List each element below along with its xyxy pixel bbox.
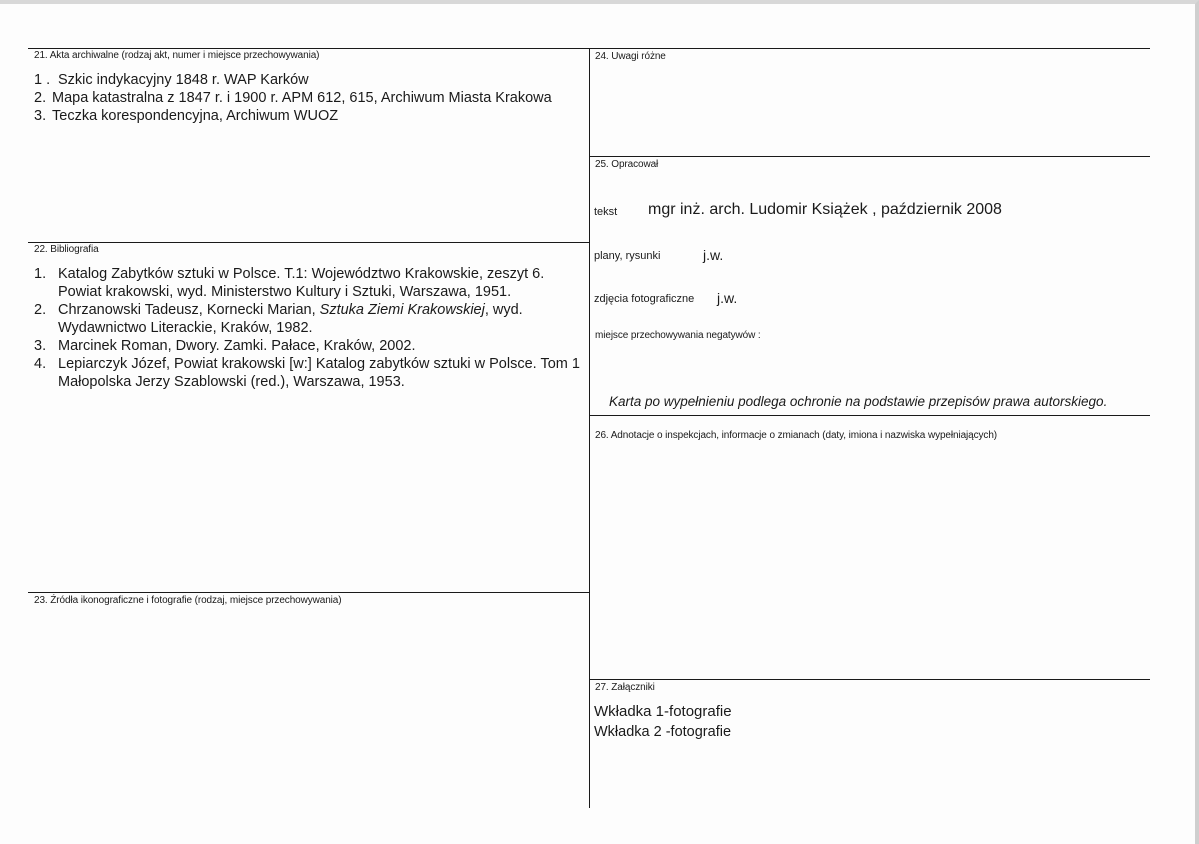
section-26-label: 26. Adnotacje o inspekcjach, informacje o zmianach (daty, imiona i nazwiska wypełniających) bbox=[595, 430, 998, 441]
section-21-label: 21. Akta archiwalne (rodzaj akt, numer i miejsce przechowywania) bbox=[34, 50, 320, 61]
divider-27 bbox=[589, 679, 1150, 680]
text-author-label: tekst bbox=[594, 206, 618, 218]
bibliography-list bbox=[34, 265, 584, 391]
attachment-1: Wkładka 1-fotografie bbox=[594, 703, 732, 720]
section-27-label: 27. Załączniki bbox=[595, 682, 655, 693]
drawings-value: j.w. bbox=[703, 247, 724, 263]
negatives-location-label: miejsce przechowywania negatywów : bbox=[595, 330, 761, 341]
divider-26 bbox=[589, 415, 1150, 416]
photos-value: j.w. bbox=[717, 290, 738, 306]
divider-top-left bbox=[28, 48, 589, 49]
section-23-label: 23. Źródła ikonograficzne i fotografie (rodzaj, miejsce przechowywania) bbox=[34, 595, 342, 606]
divider-25 bbox=[589, 156, 1150, 157]
list-item: 3. Marcinek Roman, Dwory. Zamki. Pałace, Kraków, 2002. bbox=[34, 338, 416, 354]
copyright-notice: Karta po wypełnieniu podlega ochronie na podstawie przepisów prawa autorskiego. bbox=[609, 394, 1108, 409]
drawings-label: plany, rysunki bbox=[594, 250, 661, 262]
section-25-label: 25. Opracował bbox=[595, 159, 659, 170]
list-item: 2. Mapa katastralna z 1847 r. i 1900 r. APM 612, 615, Archiwum Miasta Krakowa bbox=[34, 90, 552, 106]
text-author-value: mgr inż. arch. Ludomir Książek , październik 2008 bbox=[648, 201, 1002, 218]
list-item: 1. Katalog Zabytków sztuki w Polsce. T.1: Województwo Krakowskie, zeszyt 6. Powiat krakowski, wyd. Ministerstwo Kultury i Sztuki, Warszawa, 1951. bbox=[34, 266, 545, 300]
section-24-label: 24. Uwagi różne bbox=[595, 51, 666, 62]
archival-records-list bbox=[34, 71, 554, 125]
list-item: 4. Lepiarczyk Józef, Powiat krakowski [w:] Katalog zabytków sztuki w Polsce. Tom 1 Małopolska Jerzy Szablowski (red.), Warszawa, 1953. bbox=[34, 356, 580, 390]
attachment-2: Wkładka 2 -fotografie bbox=[594, 724, 732, 740]
list-item: 3. Teczka korespondencyjna, Archiwum WUOZ bbox=[34, 108, 339, 124]
divider-vertical bbox=[589, 48, 590, 808]
divider-top-right bbox=[589, 48, 1150, 49]
section-22-label: 22. Bibliografia bbox=[34, 244, 99, 255]
photos-label: zdjęcia fotograficzne bbox=[594, 293, 695, 305]
list-item: 2. Chrzanowski Tadeusz, Kornecki Marian, Sztuka Ziemi Krakowskiej, wyd. Wydawnictwo Literackie, Kraków, 1982. bbox=[34, 302, 523, 336]
list-item: 1 . Szkic indykacyjny 1848 r. WAP Karków bbox=[34, 72, 309, 88]
divider-22 bbox=[28, 242, 589, 243]
divider-23 bbox=[28, 592, 589, 593]
